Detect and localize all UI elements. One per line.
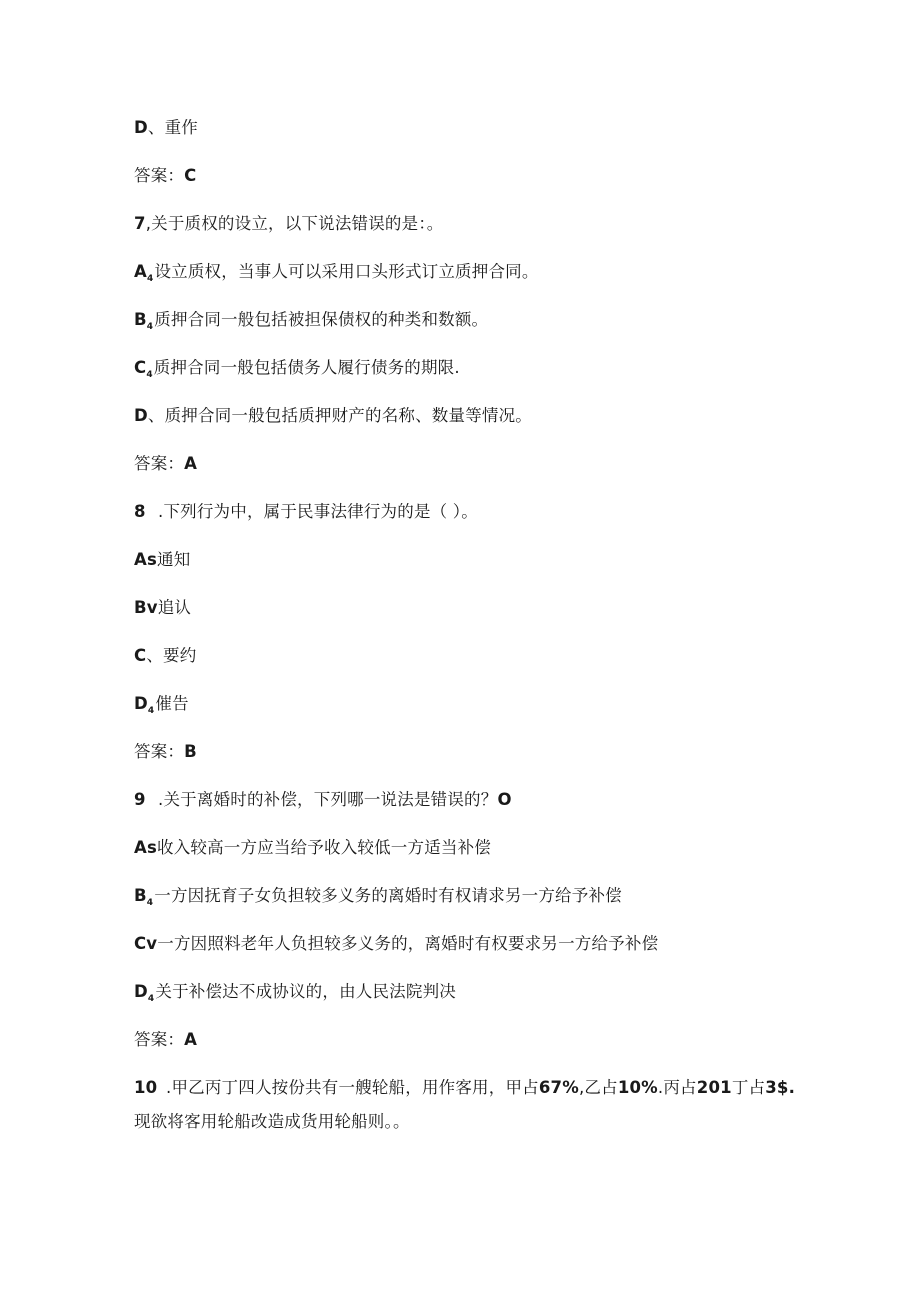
question-text-part: ,乙占: [578, 1078, 618, 1097]
option-text: 质押合同一般包括债务人履行债务的期限.: [153, 358, 460, 377]
option-text: 一方因照料老年人负担较多义务的，离婚时有权要求另一方给予补偿: [157, 934, 659, 953]
question-number: 10: [134, 1078, 158, 1097]
option-subscript: 4: [146, 898, 154, 908]
q7-answer: [134, 453, 197, 475]
share-value: 201: [696, 1078, 732, 1097]
q6-option-d: [134, 117, 198, 139]
question-text-part: 现欲将客用轮船改造成货用轮船则。。: [134, 1112, 410, 1131]
answer-label: 答案：: [134, 742, 185, 761]
option-marker: D: [134, 694, 148, 713]
q10-stem-line-1: [134, 1077, 795, 1099]
q7-option-d: [134, 405, 532, 427]
share-value: 3$.: [765, 1078, 796, 1097]
q9-stem: [134, 789, 512, 811]
q8-option-b: [134, 597, 191, 619]
question-number: 8: [134, 502, 146, 521]
question-text: ,关于质权的设立，以下说法错误的是：。: [145, 214, 444, 233]
q6-answer: [134, 165, 196, 187]
answer-value: B: [184, 742, 197, 761]
option-text: 质押合同一般包括被担保债权的种类和数额。: [154, 310, 489, 329]
option-subscript: 4: [146, 322, 154, 332]
q9-answer: [134, 1029, 197, 1051]
question-text: .下列行为中，属于民事法律行为的是（ ）。: [158, 502, 478, 521]
option-marker: Cv: [134, 934, 158, 953]
answer-value: A: [184, 1030, 198, 1049]
option-text: 催告: [155, 694, 189, 713]
option-text: 、要约: [146, 646, 197, 665]
q8-option-a: [134, 549, 190, 571]
question-number: 7: [134, 214, 146, 233]
q9-option-b: [134, 885, 622, 910]
answer-label: 答案：: [134, 1030, 185, 1049]
question-tail: O: [497, 790, 512, 809]
q7-stem: [134, 213, 443, 235]
option-text: 一方因抚育子女负担较多义务的离婚时有权请求另一方给予补偿: [154, 886, 622, 905]
answer-label: 答案：: [134, 454, 185, 473]
option-subscript: 4: [146, 274, 154, 284]
option-marker: C: [134, 646, 147, 665]
option-marker: D: [134, 982, 148, 1001]
question-text-part: .丙占: [657, 1078, 697, 1097]
question-text-part: 丁占: [731, 1078, 766, 1097]
option-text: 设立质权，当事人可以采用口头形式订立质押合同。: [154, 262, 539, 281]
option-marker: B: [134, 310, 147, 329]
question-text: .关于离婚时的补偿，下列哪一说法是错误的？: [158, 790, 498, 809]
q7-option-a: [134, 261, 539, 286]
answer-value: A: [184, 454, 198, 473]
option-text: 、质押合同一般包括质押财产的名称、数量等情况。: [147, 406, 533, 425]
q8-option-d: [134, 693, 189, 718]
q8-option-c: [134, 645, 196, 667]
option-text: 追认: [157, 598, 192, 617]
option-marker: As: [134, 838, 157, 857]
q9-option-a: [134, 837, 491, 859]
answer-value: C: [184, 166, 197, 185]
option-marker: A: [134, 262, 147, 281]
question-number: 9: [134, 790, 146, 809]
q10-stem-line-2: [134, 1111, 410, 1133]
q8-stem: [134, 501, 478, 523]
q8-answer: [134, 741, 197, 763]
q9-option-d: [134, 981, 456, 1006]
q9-option-c: [134, 933, 658, 955]
option-marker: As: [134, 550, 157, 569]
answer-label: 答案：: [134, 166, 185, 185]
share-value: 10%: [617, 1078, 658, 1097]
option-text: 、重作: [147, 118, 199, 137]
share-value: 67%: [538, 1078, 579, 1097]
option-text: 收入较高一方应当给予收入较低一方适当补偿: [157, 838, 491, 857]
option-subscript: 4: [146, 370, 153, 380]
option-marker: D: [134, 406, 148, 425]
option-text: 通知: [157, 550, 191, 569]
option-subscript: 4: [147, 994, 155, 1004]
option-marker: B: [134, 886, 147, 905]
option-marker: C: [134, 358, 147, 377]
question-text-part: .甲乙丙丁四人按份共有一艘轮船，用作客用，甲占: [166, 1078, 539, 1097]
option-subscript: 4: [147, 706, 155, 716]
option-marker: Bv: [134, 598, 158, 617]
q7-option-b: [134, 309, 488, 334]
option-text: 关于补偿达不成协议的，由人民法院判决: [155, 982, 456, 1001]
q7-option-c: [134, 357, 460, 382]
option-marker: D: [134, 118, 148, 137]
